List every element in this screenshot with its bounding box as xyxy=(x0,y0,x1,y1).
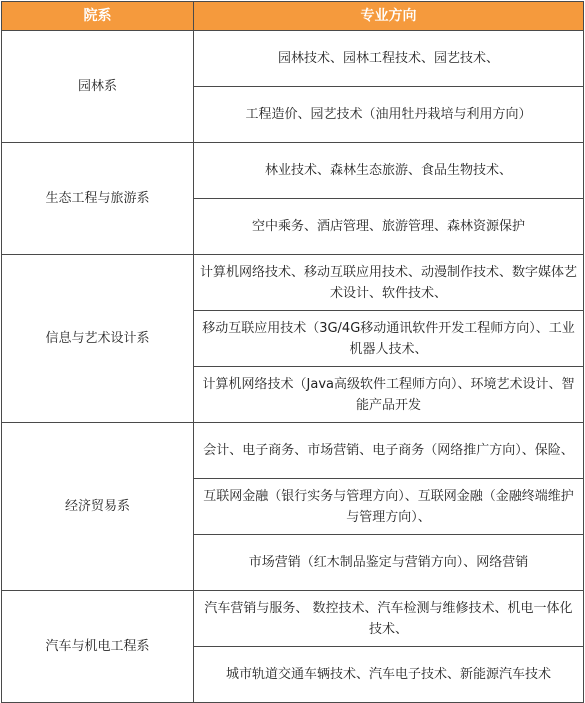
department-majors-table xyxy=(1,1,584,703)
major-cell: 移动互联应用技术（3G/4G移动通讯软件开发工程师方向）、工业机器人技术、 xyxy=(194,311,584,367)
header-major: 专业方向 xyxy=(194,2,584,31)
table-row xyxy=(2,31,584,87)
major-cell: 工程造价、园艺技术（油用牡丹栽培与利用方向） xyxy=(194,87,584,143)
major-cell: 互联网金融（银行实务与管理方向）、互联网金融（金融终端维护与管理方向）、 xyxy=(194,479,584,535)
header-row xyxy=(2,2,584,31)
table-row xyxy=(2,143,584,199)
table-row xyxy=(2,591,584,647)
header-department: 院系 xyxy=(2,2,194,31)
major-cell: 空中乘务、酒店管理、旅游管理、森林资源保护 xyxy=(194,199,584,255)
major-cell: 市场营销（红木制品鉴定与营销方向）、网络营销 xyxy=(194,535,584,591)
table-row xyxy=(2,423,584,479)
department-cell: 园林系 xyxy=(2,31,194,143)
table-row xyxy=(2,255,584,311)
department-cell: 生态工程与旅游系 xyxy=(2,143,194,255)
department-cell: 信息与艺术设计系 xyxy=(2,255,194,423)
major-cell: 计算机网络技术、移动互联应用技术、动漫制作技术、数字媒体艺术设计、软件技术、 xyxy=(194,255,584,311)
major-cell: 城市轨道交通车辆技术、汽车电子技术、新能源汽车技术 xyxy=(194,647,584,703)
major-cell: 汽车营销与服务、 数控技术、汽车检测与维修技术、机电一体化技术、 xyxy=(194,591,584,647)
major-cell: 计算机网络技术（Java高级软件工程师方向）、环境艺术设计、智能产品开发 xyxy=(194,367,584,423)
major-cell: 园林技术、园林工程技术、园艺技术、 xyxy=(194,31,584,87)
department-cell: 经济贸易系 xyxy=(2,423,194,591)
major-cell: 林业技术、森林生态旅游、食品生物技术、 xyxy=(194,143,584,199)
department-cell: 汽车与机电工程系 xyxy=(2,591,194,703)
major-cell: 会计、电子商务、市场营销、电子商务（网络推广方向）、保险、 xyxy=(194,423,584,479)
